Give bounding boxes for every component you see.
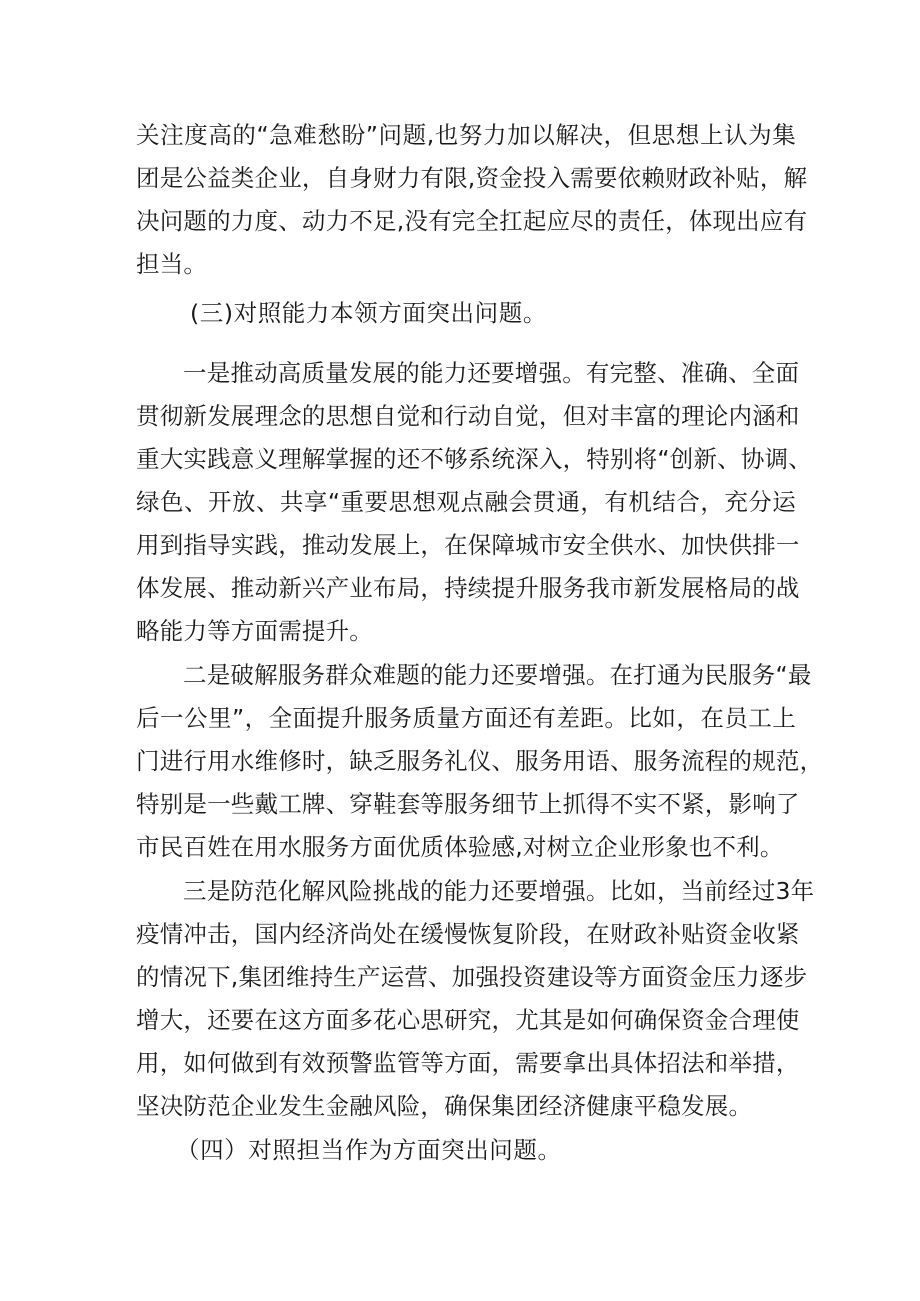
paragraph-2-line-4: 绿色、开放、共享“重要思想观点融会贯通，有机结合，充分运 bbox=[136, 488, 796, 516]
paragraph-2-line-5: 用到指导实践，推动发展上，在保障城市安全供水、加快供排一 bbox=[136, 531, 800, 559]
paragraph-1-line-3: 决问题的力度、动力不足,没有完全扛起应尽的责任，体现出应有 bbox=[136, 207, 808, 235]
paragraph-1-line-2: 团是公益类企业，自身财力有限,资金投入需要依赖财政补贴，解 bbox=[136, 164, 808, 192]
paragraph-4-line-1: 三是防范化解风险挑战的能力还要增强。比如，当前经过3年 bbox=[183, 877, 815, 905]
paragraph-1-line-4: 担当。 bbox=[136, 250, 208, 278]
paragraph-4-line-5: 用，如何做到有效预警监管等方面，需要拿出具体招法和举措， bbox=[136, 1049, 800, 1077]
paragraph-3-line-3: 门进行用水维修时，缺乏服务礼仪、服务用语、服务流程的规范， bbox=[136, 747, 824, 775]
paragraph-2-line-2: 贯彻新发展理念的思想自觉和行动自觉，但对丰富的理论内涵和 bbox=[136, 402, 800, 430]
paragraph-4-line-4: 增大，还要在这方面多花心思研究，尤其是如何确保资金合理使 bbox=[136, 1006, 800, 1034]
paragraph-3-line-1: 二是破解服务群众难题的能力还要增强。在打通为民服务“最 bbox=[183, 661, 812, 689]
section-heading-4: （四）对照担当作为方面突出问题。 bbox=[176, 1136, 562, 1164]
paragraph-3-line-2: 后一公里”，全面提升服务质量方面还有差距。比如，在员工上 bbox=[136, 704, 796, 732]
paragraph-3-line-4: 特别是一些戴工牌、穿鞋套等服务细节上抓得不实不紧，影响了 bbox=[136, 790, 800, 818]
paragraph-2-line-6: 体发展、推动新兴产业布局，持续提升服务我市新发展格局的战 bbox=[136, 574, 800, 602]
paragraph-4-line-6: 坚决防范企业发生金融风险，确保集团经济健康平稳发展。 bbox=[136, 1092, 753, 1120]
paragraph-4-line-2: 疫情冲击，国内经济尚处在缓慢恢复阶段，在财政补贴资金收紧 bbox=[136, 920, 800, 948]
section-heading-3: (三)对照能力本领方面突出问题。 bbox=[190, 299, 547, 327]
paragraph-2-line-1: 一是推动高质量发展的能力还要增强。有完整、准确、全面 bbox=[183, 359, 800, 387]
paragraph-1-line-1: 关注度高的“急难愁盼”问题,也努力加以解决，但思想上认为集 bbox=[136, 121, 796, 149]
paragraph-3-line-5: 市民百姓在用水服务方面优质体验感,对树立企业形象也不利。 bbox=[136, 833, 784, 861]
paragraph-4-line-3: 的情况下,集团维持生产运营、加强投资建设等方面资金压力逐步 bbox=[136, 963, 808, 991]
paragraph-2-line-7: 略能力等方面需提升。 bbox=[136, 617, 373, 645]
paragraph-2-line-3: 重大实践意义理解掌握的还不够系统深入，特别将“创新、协调、 bbox=[136, 445, 812, 473]
